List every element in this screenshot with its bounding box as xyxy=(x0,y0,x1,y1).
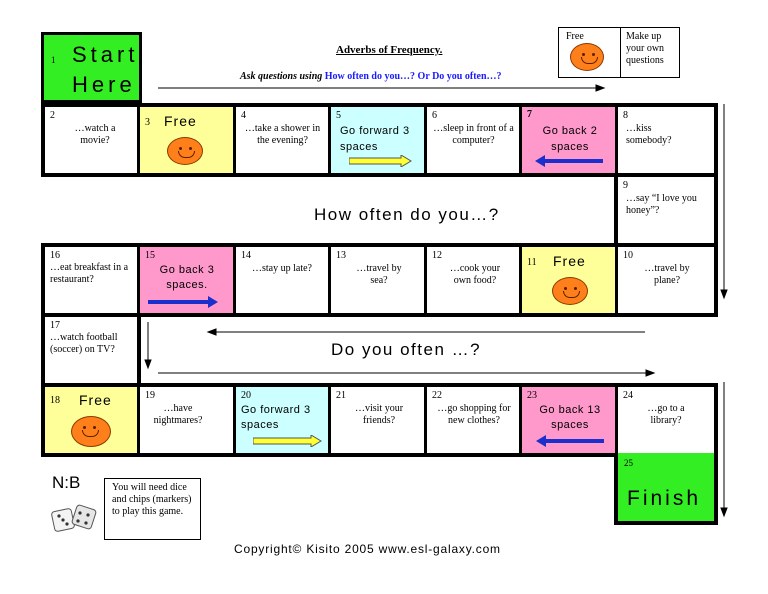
finish-label: Finish xyxy=(627,487,702,510)
cell-3-free: 3 Free xyxy=(140,107,233,173)
forward-arrow-icon xyxy=(253,435,323,447)
back-arrow-icon xyxy=(535,155,605,167)
note-box xyxy=(104,478,201,540)
dice-icon xyxy=(50,503,100,537)
finish-number: 25 xyxy=(624,458,633,468)
here-label: Here xyxy=(72,72,136,97)
start-label: Start xyxy=(72,42,139,67)
how-often-label: How often do you…? xyxy=(314,205,500,224)
back-arrow-icon xyxy=(536,435,606,447)
page-title: Adverbs of Frequency. xyxy=(336,44,443,56)
cell-5-forward: 5 Go forward 3 spaces xyxy=(331,107,424,173)
cell-7-back: 7 Go back 2 spaces xyxy=(522,107,615,173)
cell-10: 10 …travel by plane? xyxy=(618,247,714,313)
cell-19: 19 …have nightmares? xyxy=(140,387,233,453)
legend-free-label: Free xyxy=(566,31,584,42)
finish-cell xyxy=(614,453,718,525)
cell-18-free: 18 Free xyxy=(45,387,137,453)
start-cell xyxy=(41,32,142,103)
copyright: Copyright© Kisito 2005 www.esl-galaxy.com xyxy=(234,542,501,556)
cell-22: 22 …go shopping for new clothes? xyxy=(427,387,519,453)
instruction xyxy=(240,71,502,82)
smiley-icon xyxy=(167,137,203,165)
cell-24: 24 …go to a library? xyxy=(618,387,714,453)
instruction-questions: How often do you…? Or Do you often…? xyxy=(324,71,502,82)
smiley-icon xyxy=(71,416,111,447)
cell-8: 8 …kiss somebody? xyxy=(618,107,714,173)
cell-9: 9 …say “I love you honey”? xyxy=(618,177,714,243)
start-number: 1 xyxy=(51,55,56,65)
smiley-icon xyxy=(552,277,588,305)
cell-20-forward: 20 Go forward 3 spaces xyxy=(236,387,328,453)
forward-arrow-icon xyxy=(349,155,413,167)
cell-21: 21 …visit your friends? xyxy=(331,387,424,453)
cell-6: 6 …sleep in front of a computer? xyxy=(427,107,519,173)
instruction-prefix: Ask questions using xyxy=(240,71,323,82)
cell-13: 13 …travel by sea? xyxy=(331,247,424,313)
note-text: You will need dice and chips (markers) to play this game. xyxy=(112,482,192,517)
legend-box xyxy=(558,27,680,78)
cell-2: 2 …watch a movie? xyxy=(45,107,137,173)
cell-15-back: 15 Go back 3 spaces. xyxy=(140,247,233,313)
legend-text: Make up your own questions xyxy=(626,31,665,66)
cell-17: 17 …watch football (soccer) on TV? xyxy=(45,317,137,383)
note-label: N:B xyxy=(52,473,81,492)
cell-16: 16 …eat breakfast in a restaurant? xyxy=(45,247,137,313)
cell-4: 4 …take a shower in the evening? xyxy=(236,107,328,173)
cell-12: 12 …cook your own food? xyxy=(427,247,519,313)
do-you-often-label: Do you often …? xyxy=(331,340,482,359)
smiley-icon xyxy=(570,43,604,71)
cell-14: 14 …stay up late? xyxy=(236,247,328,313)
cell-11-free: 11 Free xyxy=(522,247,615,313)
forward-arrow-icon xyxy=(148,296,220,308)
cell-23-back: 23 Go back 13 spaces xyxy=(522,387,615,453)
